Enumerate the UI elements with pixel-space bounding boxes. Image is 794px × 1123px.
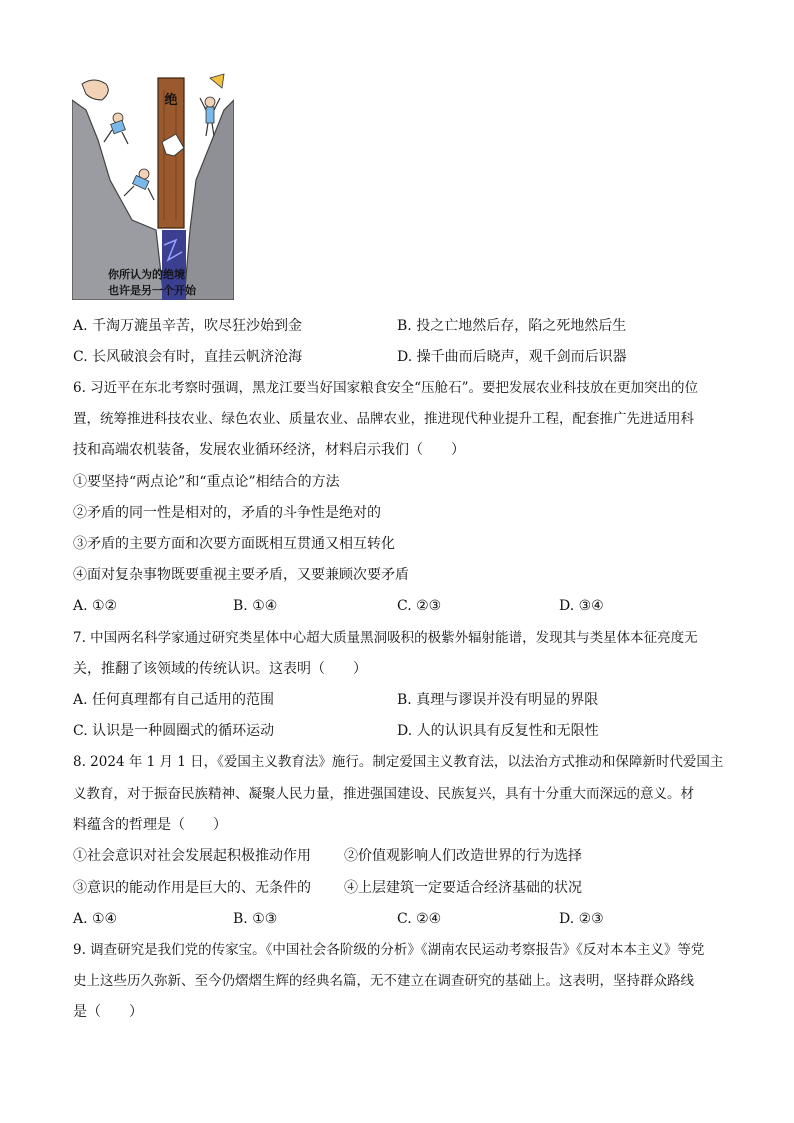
q6-statement-2: ②矛盾的同一性是相对的，矛盾的斗争性是绝对的 bbox=[73, 505, 381, 521]
q7-stem-line2: 关，推翻了该领域的传统认识。这表明（ ） bbox=[73, 661, 367, 677]
q8-option-d: D. ②③ bbox=[559, 911, 604, 927]
q5-options-row1 bbox=[73, 316, 302, 336]
q7-option-c: C. 认识是一种圆圈式的循环运动 bbox=[73, 723, 275, 739]
q6-stem-line2: 置，统筹推进科技农业、绿色农业、质量农业、品牌农业，推进现代种业提升工程，配套推广先进适用科 bbox=[73, 411, 694, 427]
q7-option-d: D. 人的认识具有反复性和无限性 bbox=[397, 723, 599, 739]
q6-stem-line1: 6. 习近平在东北考察时强调，黑龙江要当好国家粮食安全“压舱石”。要把发展农业科技放在更加突出的位 bbox=[73, 380, 698, 396]
q8-statement-2: ②价值观影响人们改造世界的行为选择 bbox=[344, 848, 582, 864]
q8-stem-line3: 料蕴含的哲理是（ ） bbox=[73, 817, 227, 833]
q5-options-row1-col2 bbox=[397, 316, 626, 336]
q5-option-c: C. 长风破浪会有时，直挂云帆济沧海 bbox=[73, 349, 303, 365]
q6-statement-4: ④面对复杂事物既要重视主要矛盾，又要兼顾次要矛盾 bbox=[73, 567, 409, 583]
q9-stem-line2: 史上这些历久弥新、至今仍熠熠生辉的经典名篇，无不建立在调查研究的基础上。这表明，坚持群众路线 bbox=[73, 973, 694, 989]
q8-option-c: C. ②④ bbox=[397, 911, 442, 927]
q8-statement-3: ③意识的能动作用是巨大的、无条件的 bbox=[73, 880, 311, 896]
q9-stem-line3: 是（ ） bbox=[73, 1004, 143, 1020]
q5-option-d: D. 操千曲而后晓声，观千剑而后识器 bbox=[397, 349, 627, 365]
cartoon-caption-line1: 你所认为的绝境 bbox=[108, 268, 185, 281]
q7-option-b: B. 真理与谬误并没有明显的界限 bbox=[397, 692, 599, 708]
q7-option-a: A. 任何真理都有自己适用的范围 bbox=[73, 692, 275, 708]
q8-statement-4: ④上层建筑一定要适合经济基础的状况 bbox=[344, 880, 582, 896]
cartoon-caption-line2: 也许是另一个开始 bbox=[108, 284, 196, 297]
q6-option-b: B. ①④ bbox=[233, 598, 278, 614]
q8-stem-line1: 8. 2024 年 1 月 1 日，《爱国主义教育法》施行。制定爱国主义教育法，以法治方式推动和保障新时代爱国主 bbox=[73, 754, 724, 770]
sign-character: 绝 bbox=[164, 93, 178, 108]
q6-option-c: C. ②③ bbox=[397, 598, 442, 614]
q5-options-row2-col2 bbox=[397, 347, 627, 367]
q5-options-row2 bbox=[73, 347, 302, 367]
q7-stem-line1: 7. 中国两名科学家通过研究类星体中心超大质量黑洞吸积的极紫外辐射能谱，发现其与类星体本征亮度无 bbox=[73, 630, 698, 646]
q6-statement-3: ③矛盾的主要方面和次要方面既相互贯通又相互转化 bbox=[73, 536, 395, 552]
q5-option-a: A. 千淘万漉虽辛苦，吹尽狂沙始到金 bbox=[73, 318, 303, 334]
q6-stem-line3: 技和高端农机装备，发展农业循环经济，材料启示我们（ ） bbox=[73, 442, 465, 458]
q8-option-a: A. ①④ bbox=[73, 911, 118, 927]
q6-statement-1: ①要坚持“两点论”和“重点论”相结合的方法 bbox=[73, 474, 340, 490]
q8-stem-line2: 义教育，对于振奋民族精神、凝聚人民力量，推进强国建设、民族复兴，具有十分重大而深远的意义。材 bbox=[73, 786, 694, 802]
q8-statement-1: ①社会意识对社会发展起积极推动作用 bbox=[73, 848, 311, 864]
q6-option-a: A. ①② bbox=[73, 598, 118, 614]
cliff-cartoon-image bbox=[72, 70, 234, 300]
q9-stem-line1: 9. 调查研究是我们党的传家宝。《中国社会各阶级的分析》《湖南农民运动考察报告》《反对本本主义》等党 bbox=[73, 942, 705, 958]
q8-option-b: B. ①③ bbox=[233, 911, 278, 927]
cartoon-illustration bbox=[72, 70, 234, 300]
q6-option-d: D. ③④ bbox=[559, 598, 604, 614]
q5-option-b: B. 投之亡地然后存，陷之死地然后生 bbox=[397, 318, 627, 334]
